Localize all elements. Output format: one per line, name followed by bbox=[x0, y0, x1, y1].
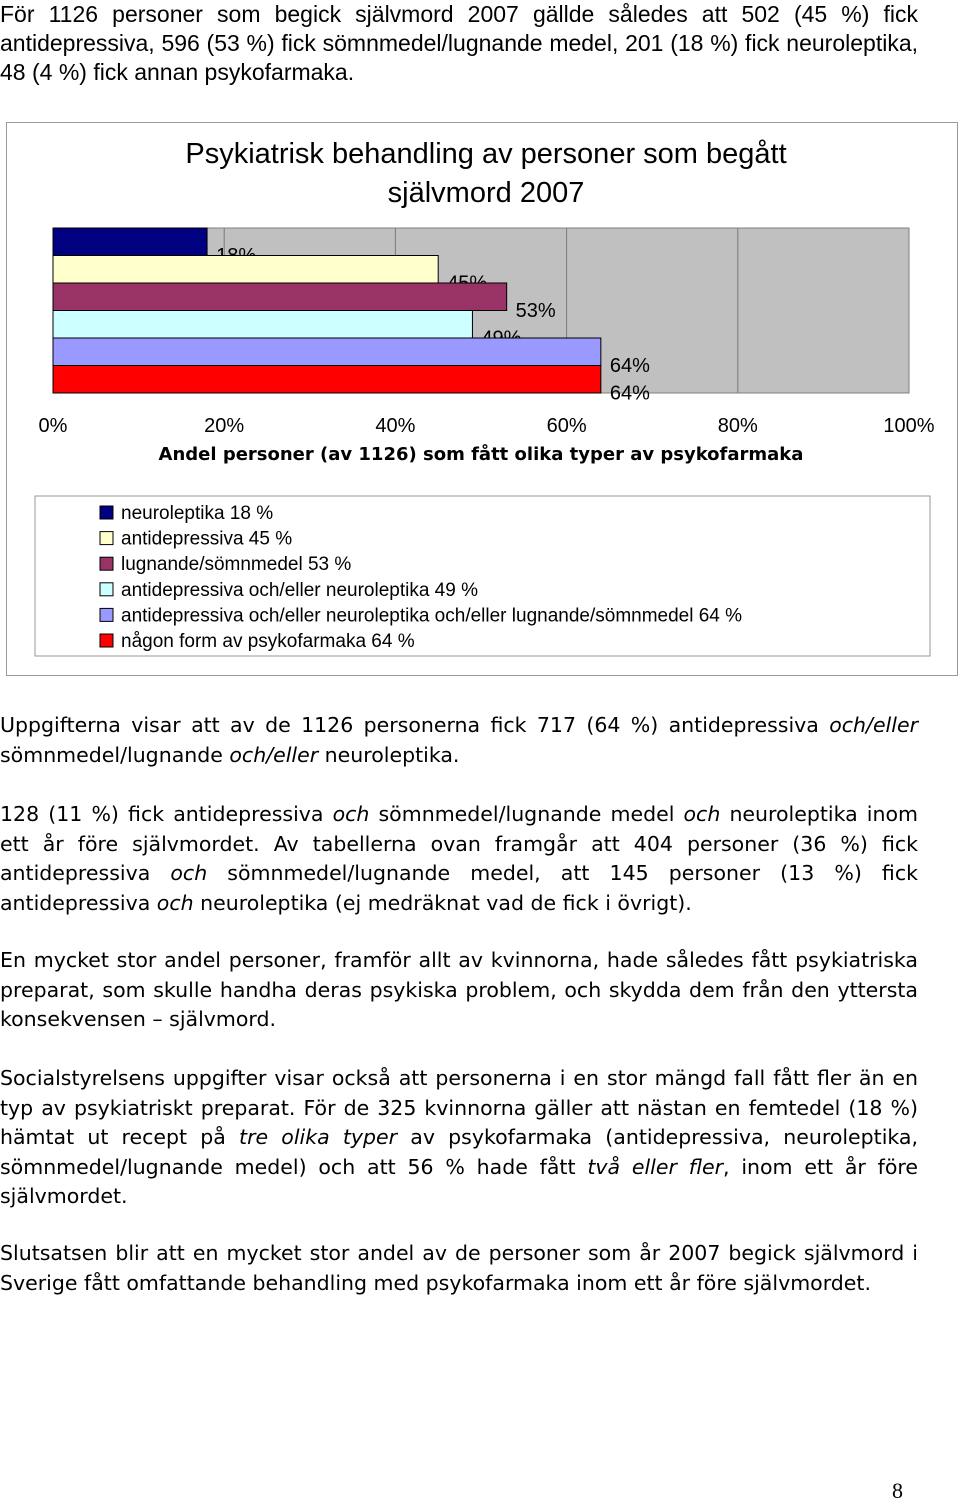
bar-1 bbox=[53, 228, 207, 256]
p4-text-a: Socialstyrelsens uppgifter visar också att personerna i en stor mängd fall fått fler än en typ av psykiatriskt preparat. För de 325 kvinnorna gäller att nästan en femtedel (18 %) hämtat ut recept på bbox=[0, 1066, 918, 1149]
p1-text-c: sömnmedel/lugnande bbox=[0, 742, 230, 767]
legend-label-1: neuroleptika 18 % bbox=[121, 503, 274, 524]
p1-text-a: Uppgifterna visar att av de 1126 personerna fick 717 (64 %) antidepressiva bbox=[0, 713, 830, 737]
p2-text-a: 128 (11 %) fick antidepressiva bbox=[0, 802, 333, 826]
paragraph-4 bbox=[0, 1064, 918, 1212]
p1-emphasis-d: och/eller bbox=[229, 742, 319, 767]
bar-2 bbox=[53, 256, 438, 284]
x-tick-label: 40% bbox=[375, 415, 416, 437]
chart-title-line-1: Psykiatrisk behandling av personer som begått bbox=[185, 138, 787, 170]
legend-swatch-4 bbox=[100, 583, 113, 596]
intro-paragraph: För 1126 personer som begick självmord 2007 gällde således att 502 (45 %) fick antidepressiva, 596 (53 %) fick sömnmedel/lugnande medel, 201 (18 %) fick neuroleptika, 48 (4 %) fick annan psykofarmaka. bbox=[0, 1, 918, 85]
paragraph-1 bbox=[0, 711, 918, 770]
p2-emphasis-h: och bbox=[156, 890, 194, 915]
p4-text-c: av psykofarmaka (antidepressiva, neuroleptika, sömnmedel/lugnande medel) och att 56 % hade fått bbox=[0, 1125, 919, 1179]
x-axis-label: Andel personer (av 1126) som fått olika typer av psykofarmaka bbox=[158, 444, 804, 465]
p2-text-c: sömnmedel/lugnande medel bbox=[369, 802, 684, 826]
paragraph-3: En mycket stor andel personer, framför allt av kvinnorna, hade således fått psykiatriska preparat, som skulle handha deras psykiska problem, och skydda dem från den yttersta konsekvensen – självmord. bbox=[0, 948, 918, 1031]
p4-emphasis-d: två eller fler bbox=[587, 1154, 723, 1179]
legend-label-4: antidepressiva och/eller neuroleptika 49 % bbox=[121, 579, 478, 601]
legend-label-3: lugnande/sömnmedel 53 % bbox=[121, 554, 352, 576]
legend-label-2: antidepressiva 45 % bbox=[121, 528, 293, 550]
data-label-6: 64% bbox=[609, 382, 650, 405]
x-tick-label: 20% bbox=[204, 415, 245, 437]
x-tick-label: 0% bbox=[38, 415, 68, 437]
data-label-5: 64% bbox=[609, 354, 650, 377]
p1-emphasis-b: och/eller bbox=[829, 713, 918, 737]
p2-text-e: neuroleptika inom ett år före självmordet. Av tabellerna ovan framgår att 404 personer (36 %) fick antidepressiva bbox=[0, 802, 918, 885]
x-tick-label: 60% bbox=[546, 415, 587, 437]
p1-text-e: neuroleptika. bbox=[318, 742, 460, 767]
legend-swatch-2 bbox=[100, 532, 113, 545]
x-tick-label: 100% bbox=[883, 415, 935, 437]
paragraph-5: Slutsatsen blir att en mycket stor andel av de personer som år 2007 begick självmord i Sverige fått omfattande behandling med psykofarmaka inom ett år före självmordet. bbox=[0, 1241, 918, 1295]
p2-emphasis-f: och bbox=[170, 861, 208, 885]
bar-4 bbox=[53, 311, 472, 339]
bar-chart bbox=[7, 123, 957, 675]
paragraph-2 bbox=[0, 800, 918, 918]
p4-emphasis-b: tre olika typer bbox=[239, 1125, 398, 1149]
chart-frame bbox=[6, 122, 958, 676]
legend-swatch-6 bbox=[100, 634, 113, 647]
x-tick-labels bbox=[39, 415, 935, 437]
bar-6 bbox=[53, 366, 601, 394]
p2-emphasis-b: och bbox=[332, 802, 370, 826]
legend-swatch-5 bbox=[100, 608, 113, 621]
page-number: 8 bbox=[892, 1478, 903, 1503]
data-label-3: 53% bbox=[515, 299, 556, 322]
legend-label-5: antidepressiva och/eller neuroleptika och/eller lugnande/sömnmedel 64 % bbox=[121, 605, 743, 627]
p2-text-i: neuroleptika (ej medräknat vad de fick i övrigt). bbox=[193, 890, 692, 915]
p4-text-e: , inom ett år före självmordet. bbox=[0, 1154, 918, 1208]
legend-label-6: någon form av psykofarmaka 64 % bbox=[121, 631, 415, 652]
x-tick-label: 80% bbox=[717, 415, 758, 437]
legend-swatch-3 bbox=[100, 557, 113, 570]
legend-swatch-1 bbox=[100, 506, 113, 519]
bar-3 bbox=[53, 283, 507, 311]
p2-text-g: sömnmedel/lugnande medel, att 145 personer (13 %) fick antidepressiva bbox=[0, 861, 918, 915]
chart-title-line-2: självmord 2007 bbox=[387, 177, 585, 209]
bar-5 bbox=[53, 338, 601, 366]
p2-emphasis-d: och bbox=[683, 802, 721, 826]
